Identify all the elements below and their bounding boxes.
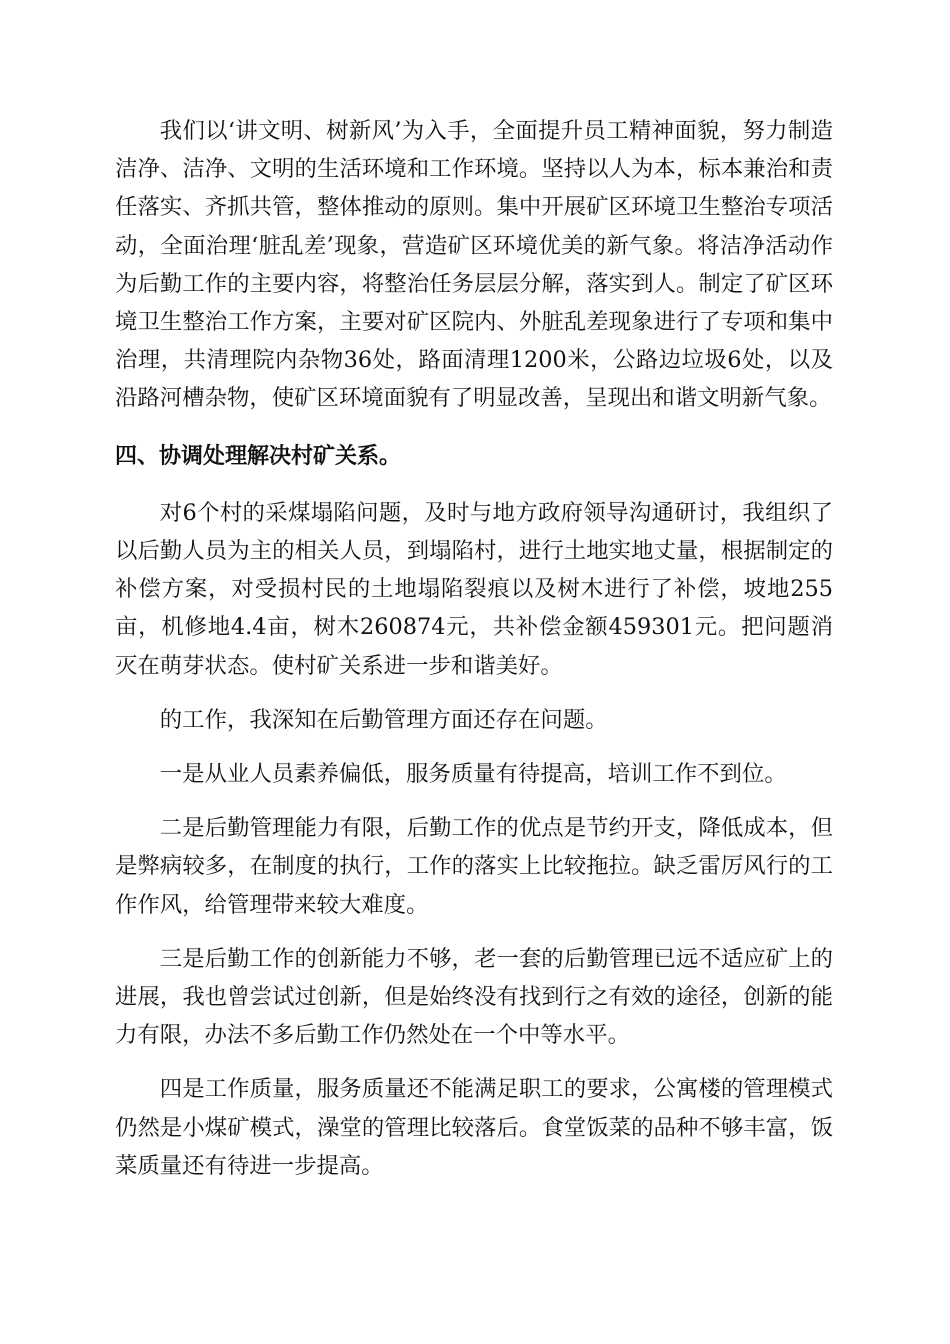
paragraph-environment-cleanup: 我们以‘讲文明、树新风’为入手，全面提升员工精神面貌，努力制造洁净、洁净、文明的生活环境和工作环境。坚持以人为本，标本兼治和责任落实、齐抓共管，整体推动的原则。集中开展矿区环境卫生整治专项活动，全面治理‘脏乱差’现象，营造矿区环境优美的新气象。将洁净活动作为后勤工作的主要内容，将整治任务层层分解，落实到人。制定了矿区环境卫生整治工作方案，主要对矿区院内、外脏乱差现象进行了专项和集中治理，共清理院内杂物36处，路面清理1200米，公路边垃圾6处，以及沿路河槽杂物，使矿区环境面貌有了明显改善，呈现出和谐文明新气象。 xyxy=(115,118,833,412)
paragraph-problem-two: 二是后勤管理能力有限，后勤工作的优点是节约开支，降低成本，但是弊病较多，在制度的执行，工作的落实上比较拖拉。缺乏雷厉风行的工作作风，给管理带来较大难度。 xyxy=(115,815,833,918)
paragraph-problem-one: 一是从业人员素养偏低，服务质量有待提高，培训工作不到位。 xyxy=(159,761,787,788)
paragraph-problem-four: 四是工作质量，服务质量还不能满足职工的要求，公寓楼的管理模式仍然是小煤矿模式，澡堂的管理比较落后。食堂饭菜的品种不够丰富，饭菜质量还有待进一步提高。 xyxy=(115,1076,833,1179)
paragraph-problem-three: 三是后勤工作的创新能力不够，老一套的后勤管理已远不适应矿上的进展，我也曾尝试过创新，但是始终没有找到行之有效的途径，创新的能力有限，办法不多后勤工作仍然处在一个中等水平。 xyxy=(115,945,833,1049)
section-heading-village-mine-relations: 四、协调处理解决村矿关系。 xyxy=(115,443,402,469)
paragraph-subsidence-compensation: 对6个村的采煤塌陷问题，及时与地方政府领导沟通研讨，我组织了以后勤人员为主的相关人员，到塌陷村，进行土地实地丈量，根据制定的补偿方案，对受损村民的土地塌陷裂痕以及树木进行了补偿，坡地255亩，机修地4.4亩，树木260874元，共补偿金额459301元。把问题消灭在萌芽状态。使村矿关系进一步和谐美好。 xyxy=(115,499,833,679)
document-body xyxy=(115,112,833,1201)
paragraph-problems-intro: 的工作，我深知在后勤管理方面还存在问题。 xyxy=(159,706,608,733)
